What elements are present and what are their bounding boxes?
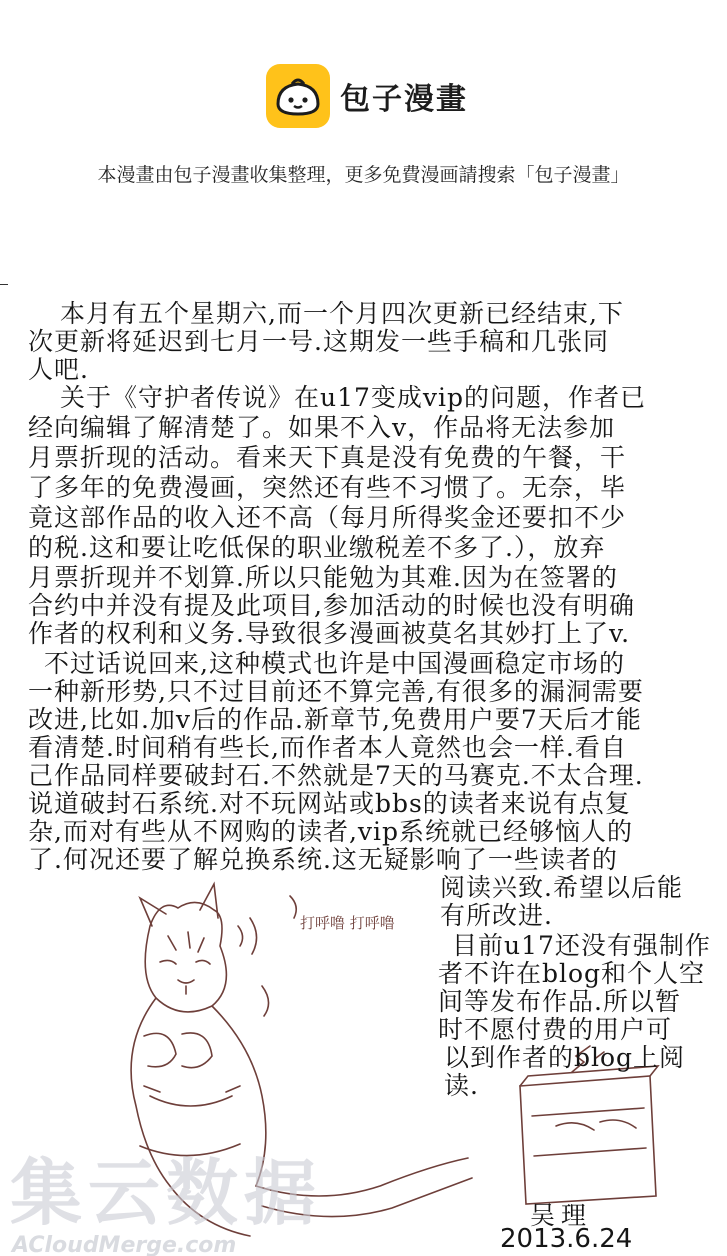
brand-name: 包子漫畫 [340, 82, 468, 117]
note-line: 月票折现的活动。看来天下真是没有免费的午餐，干 [28, 443, 627, 472]
note-line: 说道破封石系统.对不玩网站或bbs的读者来说有点复 [28, 789, 631, 818]
brand-logo[interactable] [266, 64, 468, 128]
note-line: 的税.这和要让吃低保的职业缴税差不多了.），放弃 [28, 533, 606, 562]
note-line: 人吧. [28, 355, 89, 384]
note-line: 己作品同样要破封石.不然就是7天的马赛克.不太合理. [28, 761, 644, 790]
note-line: 本月有五个星期六,而一个月四次更新已经结束,下 [60, 299, 624, 328]
note-line: 作者的权利和义务.导致很多漫画被莫名其妙打上了v. [28, 619, 631, 648]
note-line: 杂,而对有些从不网购的读者,vip系统就已经够恼人的 [28, 817, 634, 846]
note-line: 竟这部作品的收入还不高（每月所得奖金还要扣不少 [28, 503, 627, 532]
note-line: 一种新形势,只不过目前还不算完善,有很多的漏洞需要 [28, 677, 644, 706]
note-line: 以到作者的blog上阅 [444, 1043, 686, 1072]
note-line: 次更新将延迟到七月一号.这期发一些手稿和几张同 [28, 327, 609, 356]
note-line: 合约中并没有提及此项目,参加活动的时候也没有明确 [28, 591, 635, 620]
note-line: 阅读兴致.希望以后能 [440, 873, 683, 902]
note-line: 看清楚.时间稍有些长,而作者本人竟然也会一样.看自 [28, 733, 627, 762]
note-line: 不过话说回来,这种模式也许是中国漫画稳定市场的 [44, 649, 625, 678]
note-line: 读. [444, 1071, 479, 1100]
signature-date: 2013.6.24 [500, 1224, 633, 1254]
note-line: 时不愿付费的用户可 [438, 1015, 673, 1044]
note-line: 改进,比如.加v后的作品.新章节,免费用户要7天后才能 [28, 705, 642, 734]
cat-bubble-text: 打呼噜 打呼噜 [300, 914, 395, 932]
note-line: 了.何况还要了解兑换系统.这无疑影响了一些读者的 [28, 845, 618, 874]
bun-face-icon [266, 64, 330, 128]
note-line: 者不许在blog和个人空 [438, 959, 706, 988]
note-line: 目前u17还没有强制作 [452, 931, 711, 960]
note-line: 经向编辑了解清楚了。如果不入v，作品将无法参加 [28, 413, 616, 442]
handwritten-note [0, 286, 727, 1256]
note-line: 月票折现并不划算.所以只能勉为其难.因为在签署的 [28, 563, 618, 592]
divider [0, 284, 8, 285]
promo-text: 本漫畫由包子漫畫收集整理，更多免費漫画請搜索「包子漫畫」 [97, 164, 630, 186]
watermark [6, 1140, 426, 1256]
note-line: 有所改进. [440, 901, 553, 930]
watermark-main: 集云数据 [10, 1151, 323, 1235]
note-line: 关于《守护者传说》在u17变成vip的问题，作者已 [60, 383, 647, 412]
signature-name: 吴理 [530, 1201, 593, 1230]
app-header [0, 0, 727, 270]
watermark-sub: ACloudMerge.com [12, 1233, 237, 1256]
note-line: 间等发布作品.所以暂 [438, 987, 681, 1016]
note-line: 了多年的免费漫画，突然还有些不习惯了。无奈，毕 [28, 473, 627, 502]
